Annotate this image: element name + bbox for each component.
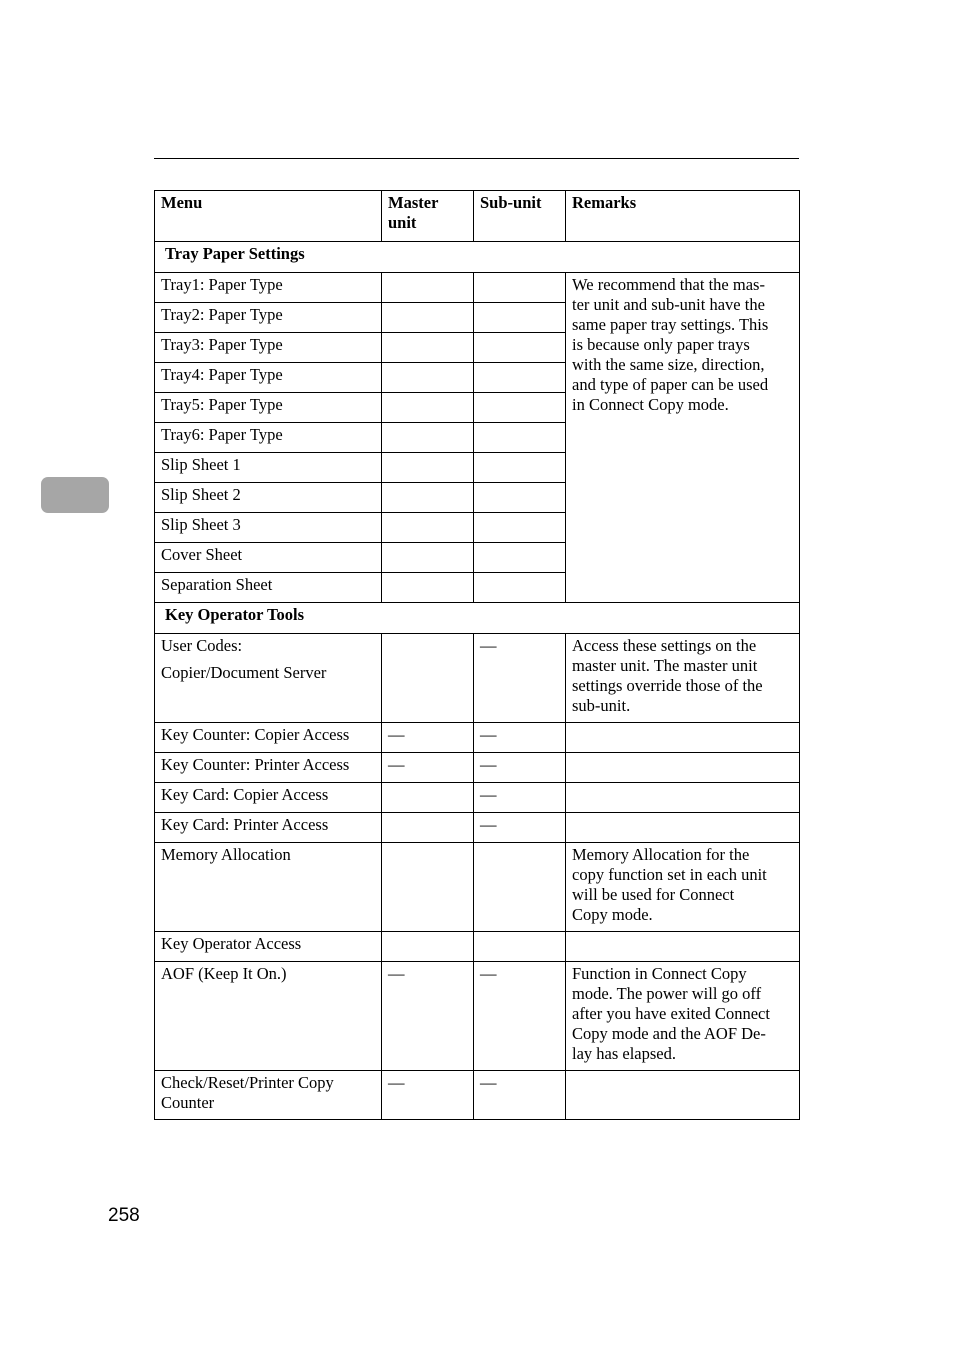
remarks-cell	[566, 813, 800, 843]
sub-cell	[474, 453, 566, 483]
remarks-cell	[566, 753, 800, 783]
menu-cell: Key Card: Printer Access	[155, 813, 382, 843]
sub-cell: —	[474, 962, 566, 1071]
table-header-row	[155, 191, 800, 242]
remarks-cell	[566, 783, 800, 813]
master-cell	[382, 423, 474, 453]
table-row	[155, 843, 800, 932]
settings-table	[154, 190, 800, 1120]
chapter-tab	[41, 477, 109, 513]
remarks-cell	[566, 1071, 800, 1120]
section-title: Key Operator Tools	[155, 603, 800, 634]
sub-cell	[474, 393, 566, 423]
menu-cell: Slip Sheet 1	[155, 453, 382, 483]
top-rule	[154, 158, 799, 159]
menu-cell	[155, 634, 382, 723]
table-row	[155, 1071, 800, 1120]
master-cell	[382, 333, 474, 363]
master-cell	[382, 813, 474, 843]
menu-cell: AOF (Keep It On.)	[155, 962, 382, 1071]
remarks-cell: Function in Connect Copy mode. The power will go off after you have exited Connect Copy mode and the AOF De- lay has elapsed.	[566, 962, 800, 1071]
master-cell	[382, 453, 474, 483]
sub-cell: —	[474, 813, 566, 843]
table-row	[155, 273, 800, 303]
sub-cell	[474, 843, 566, 932]
remarks-cell	[566, 723, 800, 753]
table-row	[155, 723, 800, 753]
menu-cell: Check/Reset/Printer Copy Counter	[155, 1071, 382, 1120]
sub-cell: —	[474, 1071, 566, 1120]
menu-cell: Tray2: Paper Type	[155, 303, 382, 333]
sub-cell	[474, 573, 566, 603]
menu-cell: Slip Sheet 3	[155, 513, 382, 543]
sub-cell: —	[474, 783, 566, 813]
master-cell: —	[382, 753, 474, 783]
section-title: Tray Paper Settings	[155, 242, 800, 273]
header-master-unit: Master unit	[382, 191, 474, 242]
master-cell: —	[382, 723, 474, 753]
master-cell	[382, 483, 474, 513]
master-cell	[382, 783, 474, 813]
master-cell	[382, 303, 474, 333]
table-row	[155, 962, 800, 1071]
menu-cell: Tray3: Paper Type	[155, 333, 382, 363]
master-cell	[382, 363, 474, 393]
menu-line: Copier/Document Server	[161, 663, 327, 682]
menu-cell: Memory Allocation	[155, 843, 382, 932]
menu-cell: Slip Sheet 2	[155, 483, 382, 513]
sub-cell: —	[474, 634, 566, 723]
master-cell	[382, 543, 474, 573]
menu-cell: Tray5: Paper Type	[155, 393, 382, 423]
header-remarks: Remarks	[566, 191, 800, 242]
sub-cell	[474, 333, 566, 363]
page-number: 258	[108, 1205, 140, 1226]
master-cell	[382, 843, 474, 932]
sub-cell	[474, 273, 566, 303]
menu-cell: Key Counter: Copier Access	[155, 723, 382, 753]
table-row	[155, 634, 800, 723]
master-cell	[382, 393, 474, 423]
sub-cell	[474, 543, 566, 573]
menu-cell: Key Operator Access	[155, 932, 382, 962]
remarks-cell: We recommend that the mas- ter unit and sub-unit have the same paper tray settings. This is because only paper trays with the same size, direction, and type of paper can be used in Connect Copy mode.	[566, 273, 800, 603]
header-menu: Menu	[155, 191, 382, 242]
section-row	[155, 242, 800, 273]
menu-cell: Tray6: Paper Type	[155, 423, 382, 453]
table-row	[155, 753, 800, 783]
master-cell	[382, 573, 474, 603]
table-row	[155, 783, 800, 813]
remarks-cell	[566, 932, 800, 962]
sub-cell	[474, 513, 566, 543]
menu-cell: Tray4: Paper Type	[155, 363, 382, 393]
menu-line: User Codes:	[161, 636, 243, 655]
sub-cell	[474, 303, 566, 333]
sub-cell: —	[474, 723, 566, 753]
sub-cell: —	[474, 753, 566, 783]
remarks-cell: Access these settings on the master unit. The master unit settings override those of the sub-unit.	[566, 634, 800, 723]
master-cell	[382, 273, 474, 303]
section-row	[155, 603, 800, 634]
table-row	[155, 932, 800, 962]
master-cell	[382, 634, 474, 723]
remarks-cell: Memory Allocation for the copy function set in each unit will be used for Connect Copy mode.	[566, 843, 800, 932]
sub-cell	[474, 363, 566, 393]
menu-cell: Key Card: Copier Access	[155, 783, 382, 813]
sub-cell	[474, 423, 566, 453]
sub-cell	[474, 483, 566, 513]
menu-cell: Cover Sheet	[155, 543, 382, 573]
table-row	[155, 813, 800, 843]
master-cell: —	[382, 962, 474, 1071]
sub-cell	[474, 932, 566, 962]
header-sub-unit: Sub-unit	[474, 191, 566, 242]
master-cell: —	[382, 1071, 474, 1120]
master-cell	[382, 513, 474, 543]
menu-cell: Tray1: Paper Type	[155, 273, 382, 303]
master-cell	[382, 932, 474, 962]
menu-cell: Key Counter: Printer Access	[155, 753, 382, 783]
menu-cell: Separation Sheet	[155, 573, 382, 603]
